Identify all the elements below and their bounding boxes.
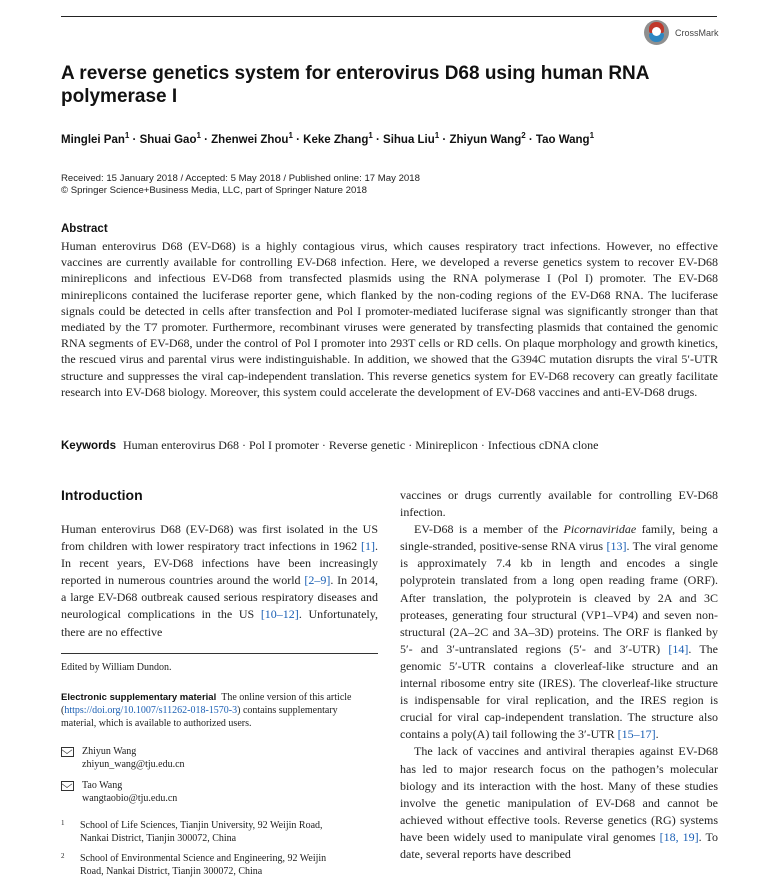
author-separator: · (292, 133, 304, 146)
para-text: family, being a single-stranded, positive-sense RNA virus (400, 522, 719, 554)
citation-link[interactable]: [15–17] (617, 727, 656, 742)
contact-name: Zhiyun Wang (82, 746, 137, 757)
para-text: The lack of vaccines and antiviral therapies against EV-D68 has led to major research focus on the pathogen’s molecular biology and its interaction with the host. Many of these studies involve the genetic manipulation of EV-D68 and cannot be achieved without effective tools. Reverse genetics (RG) systems have been widely used to manipulate viral genomes (400, 744, 718, 844)
affiliation-line: School of Environmental Science and Engineering, 92 Weijin (80, 853, 327, 864)
intro-text: . Unfortunately, there are no effective (61, 607, 378, 639)
author-affiliation-mark: 1 (196, 131, 201, 140)
author-name[interactable]: Keke Zhang (303, 133, 369, 146)
author-name[interactable]: Tao Wang (535, 133, 590, 146)
author-name[interactable]: Minglei Pan (61, 133, 125, 146)
author-separator: · (129, 133, 140, 146)
abstract-text: Human enterovirus D68 (EV-D68) is a highly contagious virus, which causes respiratory tract infections. However, no effective vaccines are currently available for controlling EV-D68 infection. Here, we developed a reverse genetics system to recover EV-D68 minireplicons and infectious EV-D68 from transfected plasmids using the RNA polymerase I (Pol I) promoter. The EV-D68 minireplicons contained the luciferase reporter gene, which flanked by the non-coding regions of the EV-D68 RNA. The luciferase signals could be detected in cells after transfection and Pol I promoter-mediated luciferase signal was significantly stronger than that mediated by the T7 promoter. Furthermore, recombinant viruses were generated by transfecting plasmids that contained the genomic RNA segments of EV-D68, under the control of Pol I promoter into 293T cells or RD cells. On plaque morphology and growth kinetics, the rescued virus and parental virus were indistinguishable. In addition, we showed that the G394C mutation disrupts the viral 5′-UTR structure and suppresses the viral cap-independent translation. This reverse genetics system for EV-D68 recovery can greatly facilitate research into EV-D68 biology. Moreover, this system could accelerate the development of EV-D68 vaccines and anti-EV-D68 drugs. (61, 239, 718, 399)
author-separator: · (439, 133, 450, 146)
para-text: . To date, several reports have described (400, 829, 718, 861)
footnote-rule (61, 653, 378, 654)
author-name[interactable]: Zhenwei Zhou (211, 133, 289, 146)
supplementary-note (61, 691, 361, 730)
paragraph: vaccines or drugs currently available for controlling EV-D68 infection. (400, 488, 718, 520)
para-text: . (655, 727, 659, 742)
edited-by: Edited by William Dundon. (61, 662, 172, 673)
citation-link[interactable]: [1] (361, 539, 375, 554)
copyright-line: © Springer Science+Business Media, LLC, part of Springer Nature 2018 (61, 185, 367, 196)
esm-text: ) contains supplementary material, which is available to authorized users. (61, 705, 338, 729)
contact-entry (61, 779, 177, 805)
top-rule (61, 16, 717, 17)
esm-text: The online version of this article ( (61, 692, 352, 716)
affiliation-number: 2 (61, 852, 65, 860)
keywords-label: Keywords (61, 440, 116, 452)
crossmark-badge[interactable] (644, 20, 719, 45)
author-separator: · (200, 133, 212, 146)
contact-name: Tao Wang (82, 780, 123, 791)
affiliation (61, 819, 323, 845)
publication-dates (61, 173, 420, 197)
crossmark-icon (644, 20, 669, 45)
para-text-italic: Picornaviridae (563, 522, 637, 537)
abstract-heading: Abstract (61, 223, 108, 235)
author-name[interactable]: Shuai Gao (139, 133, 197, 146)
intro-text: . In 2014, a large EV-D68 outbreak caused serious respiratory diseases and neurological complications in the US (61, 573, 378, 622)
author-name[interactable]: Zhiyun Wang (449, 133, 522, 146)
citation-link[interactable]: [2–9] (304, 573, 331, 588)
para-text: . The genomic 5′-UTR contains a cloverleaf-like structure and an internal ribosome entry site (IRES). The cloverleaf-like structure is indispensable for viral replication, and the IRES region is crucial for viral cap-independent translation. The structure also contains a poly(A) tail following the 3′-UTR (400, 641, 718, 742)
envelope-icon (61, 781, 74, 791)
citation-link[interactable]: [18, 19] (659, 829, 699, 844)
envelope-icon (61, 747, 74, 757)
author-affiliation-mark: 1 (368, 131, 373, 140)
affiliation-number: 1 (61, 819, 65, 827)
author-separator: · (372, 133, 384, 146)
affiliation-line: Road, Nankai District, Tianjin 300072, China (80, 866, 263, 877)
paragraph (400, 743, 718, 863)
introduction-right-column (400, 487, 718, 863)
citation-link[interactable]: [10–12] (260, 607, 299, 622)
para-text: EV-D68 is a member of the (414, 522, 564, 537)
author-name[interactable]: Sihua Liu (383, 133, 435, 146)
para-text: . The viral genome is approximately 7.4 kb in length and encodes a single polyprotein translated from a long open reading frame (ORF). After translation, the polyprotein is cleaved by 2A and 3C proteases, generating four structural (VP1–VP4) and seven non-structural (2A–2C and 3A–3D) proteins. The ORF is flanked by 5′- and 3′-untranslated regions (5′- and 3′-UTR) (400, 539, 718, 656)
author-affiliation-mark: 1 (589, 131, 595, 140)
doi-link[interactable]: https://doi.org/10.1007/s11262-018-1570-3 (64, 705, 238, 716)
intro-text: Human enterovirus D68 (EV-D68) was first isolated in the US from children with lower respiratory tract infections in 1962 (61, 522, 378, 554)
citation-link[interactable]: [14] (668, 641, 689, 656)
citation-link[interactable]: [13] (606, 539, 627, 554)
contact-email[interactable]: wangtaobio@tju.edu.cn (82, 793, 178, 804)
author-separator: · (525, 133, 536, 146)
author-affiliation-mark: 1 (288, 131, 293, 140)
affiliation-line: Nankai District, Tianjin 300072, China (80, 833, 237, 844)
paper-title: A reverse genetics system for enterovirus D68 using human RNA polymerase I (61, 63, 649, 107)
introduction-heading: Introduction (61, 487, 143, 503)
author-list (61, 131, 721, 146)
dates-line: Received: 15 January 2018 / Accepted: 5 May 2018 / Published online: 17 May 2018 (61, 173, 420, 184)
keywords (61, 438, 599, 453)
introduction-left-column (61, 521, 378, 641)
contact-entry (61, 745, 185, 771)
author-affiliation-mark: 1 (124, 131, 130, 140)
contact-email[interactable]: zhiyun_wang@tju.edu.cn (82, 759, 185, 770)
esm-label: Electronic supplementary material (61, 692, 217, 703)
affiliation (61, 852, 326, 878)
paragraph (400, 521, 718, 743)
keywords-text: Human enterovirus D68 · Pol I promoter · Reverse genetic · Minireplicon · Infectious cDNA clone (122, 438, 599, 452)
author-affiliation-mark: 1 (434, 131, 440, 140)
crossmark-label: CrossMark (675, 27, 719, 38)
intro-text: . In recent years, EV-D68 infections have been increasingly reported in numerous countries around the world (61, 539, 378, 588)
affiliation-line: School of Life Sciences, Tianjin University, 92 Weijin Road, (80, 820, 323, 831)
author-affiliation-mark: 2 (521, 131, 526, 140)
